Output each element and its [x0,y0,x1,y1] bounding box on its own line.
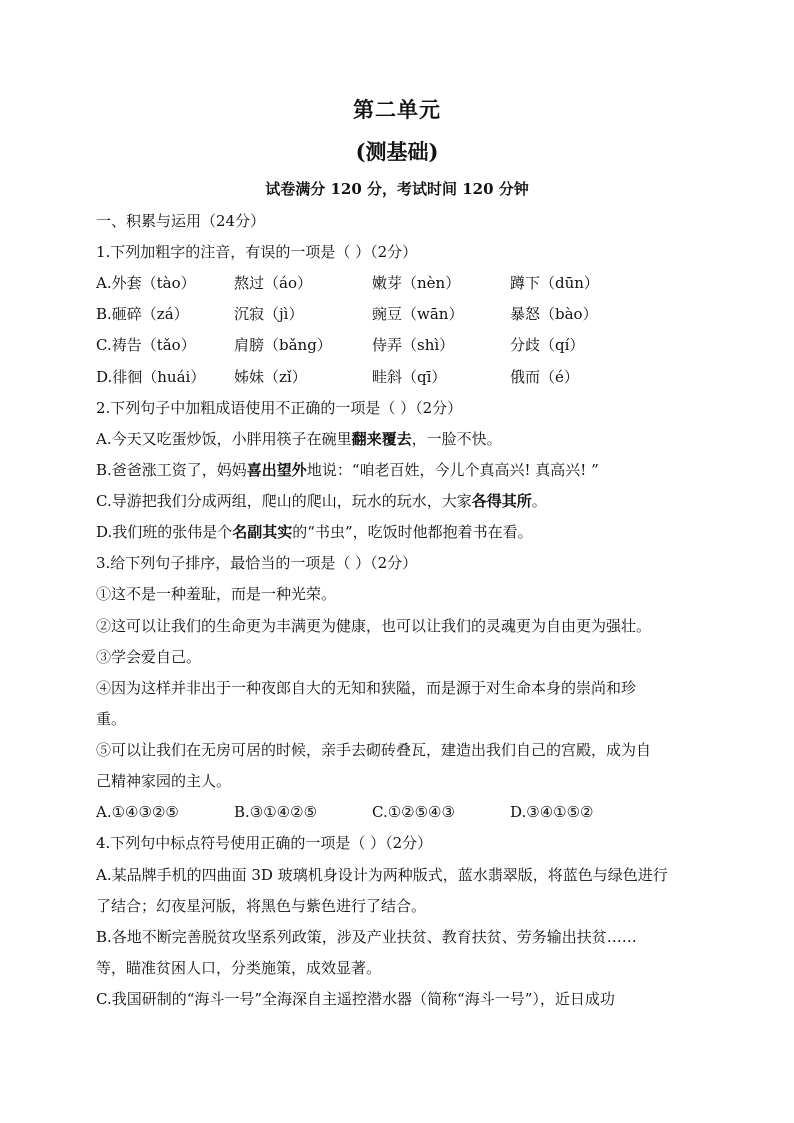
q1-option-d-2: 姊妹（zǐ） [234,368,307,386]
q1-option-b-3: 豌豆（wān） [372,305,464,323]
q1-option-d-4: 俄而（é） [510,368,579,386]
q4-option-b-line2: 等，瞄准贫困人口，分类施策，成效显著。 [96,959,382,977]
q3-option-a: A.①④③②⑤ [96,803,179,821]
q2-stem: 2.下列句子中加粗成语使用不正确的一项是（ ）（2分） [96,399,463,417]
q2-option-d: D.我们班的张伟是个名副其实的“书虫”，吃饭时他都抱着书在看。 [96,523,533,541]
q2-d-idiom: 名副其实 [232,523,293,541]
q3-sentence-4-line1: ④因为这样并非出于一种夜郎自大的无知和狭隘，而是源于对生命本身的崇尚和珍 [96,679,637,697]
q2-option-a: A.今天又吃蛋炒饭，小胖用筷子在碗里翻来覆去，一脸不快。 [96,430,502,448]
q1-option-a-2: 熬过（áo） [234,274,312,292]
q1-option-d-3: 畦斜（qī） [372,368,447,386]
q3-sentence-5-line2: 己精神家园的主人。 [96,772,232,790]
q3-option-b: B.③①④②⑤ [234,803,318,821]
q1-option-d-1: D.徘徊（huái） [96,368,206,386]
q2-option-c: C.导游把我们分成两组，爬山的爬山，玩水的玩水，大家各得其所。 [96,492,547,510]
q2-a-idiom: 翻来覆去 [351,430,412,448]
q1-option-c-4: 分歧（qí） [510,336,585,354]
q4-option-a-line2: 了结合；幻夜星河版，将黑色与紫色进行了结合。 [96,897,427,915]
q1-option-b-1: B.砸碎（zá） [96,305,189,323]
q1-option-c-3: 侍弄（shì） [372,336,455,354]
q1-option-b-4: 暴怒（bào） [510,305,598,323]
q3-sentence-2: ②这可以让我们的生命更为丰满更为健康，也可以让我们的灵魂更为自由更为强壮。 [96,617,652,635]
q4-option-c-line1: C.我国研制的“海斗一号”全海深自主遥控潜水器（简称“海斗一号”），近日成功 [96,990,615,1008]
q1-option-a-3: 嫩芽（nèn） [372,274,461,292]
q1-stem: 1.下列加粗字的注音，有误的一项是（ ）（2分） [96,243,418,261]
q1-option-b-2: 沉寂（jì） [234,305,304,323]
q1-option-a-4: 蹲下（dūn） [510,274,599,292]
q2-c-idiom: 各得其所 [471,492,532,510]
exam-info: 试卷满分 120 分，考试时间 120 分钟 [265,180,529,198]
unit-title: 第二单元 [353,97,441,122]
q3-sentence-4-line2: 重。 [96,710,127,728]
q3-sentence-3: ③学会爱自己。 [96,648,202,666]
q2-b-idiom: 喜出望外 [246,461,307,479]
q2-option-b: B.爸爸涨工资了，妈妈喜出望外地说：“咱老百姓，今儿个真高兴! 真高兴! ” [96,461,599,479]
q3-option-c: C.①②⑤④③ [372,803,455,821]
q4-option-a-line1: A.某品牌手机的四曲面 3D 玻璃机身设计为两种版式，蓝水翡翠版，将蓝色与绿色进行 [96,866,668,884]
q1-option-c-1: C.祷告（tǎo） [96,336,196,354]
q3-option-d: D.③④①⑤② [510,803,594,821]
q4-stem: 4.下列句中标点符号使用正确的一项是（ ）（2分） [96,834,433,852]
section-heading: 一、积累与运用（24分） [96,212,266,230]
q3-sentence-5-line1: ⑤可以让我们在无房可居的时候，亲手去砌砖叠瓦，建造出我们自己的宫殿，成为自 [96,741,652,759]
q3-stem: 3.给下列句子排序，最恰当的一项是（ ）（2分） [96,554,418,572]
q4-option-b-line1: B.各地不断完善脱贫攻坚系列政策，涉及产业扶贫、教育扶贫、劳务输出扶贫…… [96,928,637,946]
sub-title: (测基础) [355,139,439,164]
q1-option-a-1: A.外套（tào） [96,274,196,292]
q1-option-c-2: 肩膀（bǎng） [234,336,332,354]
q3-sentence-1: ①这不是一种羞耻，而是一种光荣。 [96,585,337,603]
